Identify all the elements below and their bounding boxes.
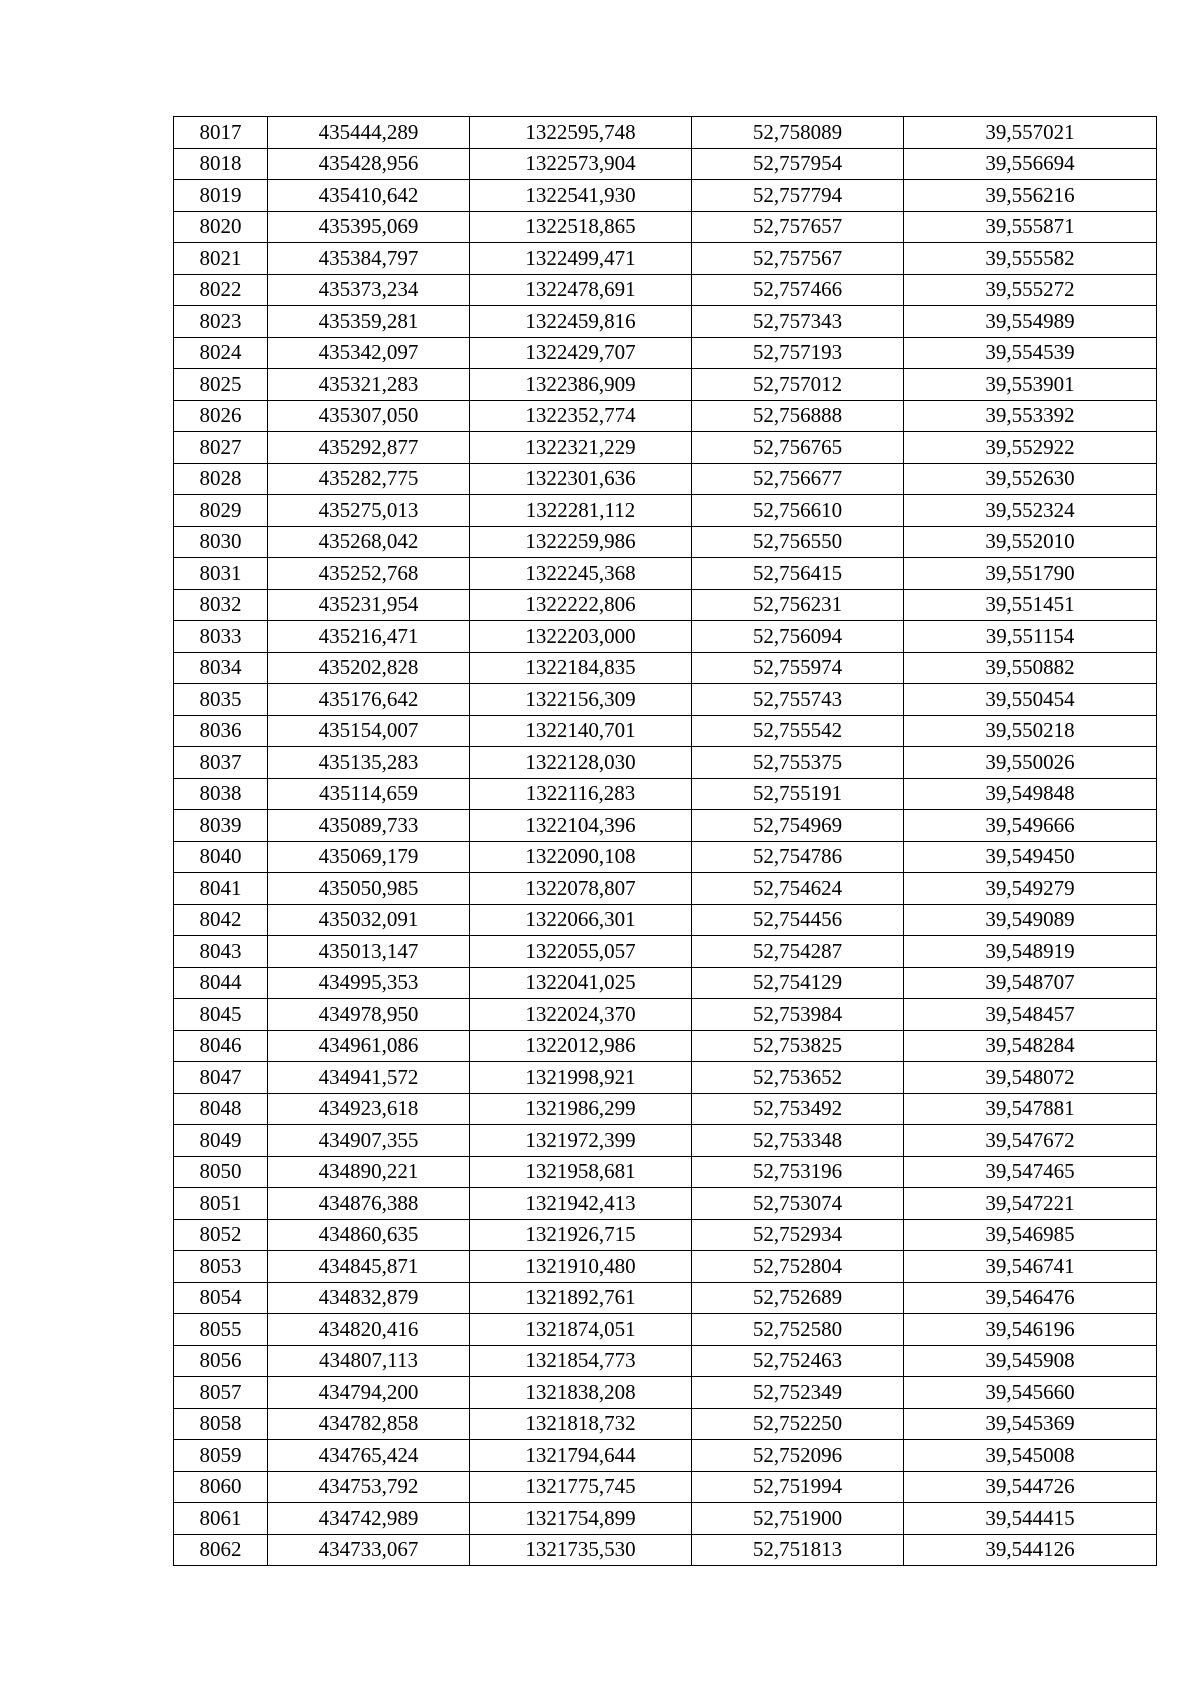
y-coordinate-cell: 1322321,229 bbox=[470, 432, 692, 464]
y-coordinate-cell: 1321998,921 bbox=[470, 1062, 692, 1094]
point-number-cell: 8060 bbox=[174, 1471, 268, 1503]
latitude-cell: 52,754624 bbox=[692, 873, 904, 905]
latitude-cell: 52,758089 bbox=[692, 117, 904, 149]
longitude-cell: 39,551154 bbox=[904, 621, 1157, 653]
point-number-cell: 8044 bbox=[174, 967, 268, 999]
y-coordinate-cell: 1322184,835 bbox=[470, 652, 692, 684]
point-number-cell: 8059 bbox=[174, 1440, 268, 1472]
x-coordinate-cell: 435114,659 bbox=[268, 778, 470, 810]
latitude-cell: 52,756677 bbox=[692, 463, 904, 495]
point-number-cell: 8035 bbox=[174, 684, 268, 716]
longitude-cell: 39,552630 bbox=[904, 463, 1157, 495]
latitude-cell: 52,752096 bbox=[692, 1440, 904, 1472]
point-number-cell: 8032 bbox=[174, 589, 268, 621]
table-row bbox=[174, 1345, 1157, 1377]
point-number-cell: 8038 bbox=[174, 778, 268, 810]
longitude-cell: 39,544415 bbox=[904, 1503, 1157, 1535]
table-row bbox=[174, 873, 1157, 905]
y-coordinate-cell: 1321854,773 bbox=[470, 1345, 692, 1377]
table-row bbox=[174, 1156, 1157, 1188]
latitude-cell: 52,757466 bbox=[692, 274, 904, 306]
latitude-cell: 52,757343 bbox=[692, 306, 904, 338]
x-coordinate-cell: 434742,989 bbox=[268, 1503, 470, 1535]
y-coordinate-cell: 1321874,051 bbox=[470, 1314, 692, 1346]
y-coordinate-cell: 1321942,413 bbox=[470, 1188, 692, 1220]
table-row bbox=[174, 117, 1157, 149]
table-row bbox=[174, 841, 1157, 873]
table-row bbox=[174, 243, 1157, 275]
point-number-cell: 8047 bbox=[174, 1062, 268, 1094]
longitude-cell: 39,552324 bbox=[904, 495, 1157, 527]
y-coordinate-cell: 1322499,471 bbox=[470, 243, 692, 275]
y-coordinate-cell: 1321910,480 bbox=[470, 1251, 692, 1283]
latitude-cell: 52,754456 bbox=[692, 904, 904, 936]
x-coordinate-cell: 434765,424 bbox=[268, 1440, 470, 1472]
latitude-cell: 52,754287 bbox=[692, 936, 904, 968]
y-coordinate-cell: 1322301,636 bbox=[470, 463, 692, 495]
longitude-cell: 39,544726 bbox=[904, 1471, 1157, 1503]
y-coordinate-cell: 1322090,108 bbox=[470, 841, 692, 873]
table-row bbox=[174, 337, 1157, 369]
y-coordinate-cell: 1322429,707 bbox=[470, 337, 692, 369]
longitude-cell: 39,548072 bbox=[904, 1062, 1157, 1094]
latitude-cell: 52,756231 bbox=[692, 589, 904, 621]
x-coordinate-cell: 435384,797 bbox=[268, 243, 470, 275]
x-coordinate-cell: 435292,877 bbox=[268, 432, 470, 464]
x-coordinate-cell: 434807,113 bbox=[268, 1345, 470, 1377]
y-coordinate-cell: 1322478,691 bbox=[470, 274, 692, 306]
latitude-cell: 52,755743 bbox=[692, 684, 904, 716]
longitude-cell: 39,546985 bbox=[904, 1219, 1157, 1251]
point-number-cell: 8039 bbox=[174, 810, 268, 842]
latitude-cell: 52,756610 bbox=[692, 495, 904, 527]
table-row bbox=[174, 589, 1157, 621]
latitude-cell: 52,755191 bbox=[692, 778, 904, 810]
table-row bbox=[174, 274, 1157, 306]
x-coordinate-cell: 434978,950 bbox=[268, 999, 470, 1031]
table-row bbox=[174, 1503, 1157, 1535]
x-coordinate-cell: 435282,775 bbox=[268, 463, 470, 495]
table-row bbox=[174, 1440, 1157, 1472]
y-coordinate-cell: 1322066,301 bbox=[470, 904, 692, 936]
table-row bbox=[174, 1093, 1157, 1125]
y-coordinate-cell: 1322245,368 bbox=[470, 558, 692, 590]
table-row bbox=[174, 904, 1157, 936]
coordinates-table bbox=[173, 116, 1157, 1566]
point-number-cell: 8045 bbox=[174, 999, 268, 1031]
x-coordinate-cell: 434876,388 bbox=[268, 1188, 470, 1220]
x-coordinate-cell: 435359,281 bbox=[268, 306, 470, 338]
longitude-cell: 39,548284 bbox=[904, 1030, 1157, 1062]
table-row bbox=[174, 180, 1157, 212]
table-row bbox=[174, 1471, 1157, 1503]
point-number-cell: 8062 bbox=[174, 1534, 268, 1566]
latitude-cell: 52,756094 bbox=[692, 621, 904, 653]
longitude-cell: 39,555582 bbox=[904, 243, 1157, 275]
table-row bbox=[174, 211, 1157, 243]
longitude-cell: 39,548707 bbox=[904, 967, 1157, 999]
point-number-cell: 8051 bbox=[174, 1188, 268, 1220]
table-row bbox=[174, 1062, 1157, 1094]
point-number-cell: 8057 bbox=[174, 1377, 268, 1409]
x-coordinate-cell: 435321,283 bbox=[268, 369, 470, 401]
latitude-cell: 52,751900 bbox=[692, 1503, 904, 1535]
y-coordinate-cell: 1322203,000 bbox=[470, 621, 692, 653]
table-row bbox=[174, 778, 1157, 810]
longitude-cell: 39,555871 bbox=[904, 211, 1157, 243]
y-coordinate-cell: 1321775,745 bbox=[470, 1471, 692, 1503]
x-coordinate-cell: 435216,471 bbox=[268, 621, 470, 653]
latitude-cell: 52,751994 bbox=[692, 1471, 904, 1503]
y-coordinate-cell: 1322222,806 bbox=[470, 589, 692, 621]
longitude-cell: 39,550454 bbox=[904, 684, 1157, 716]
x-coordinate-cell: 434733,067 bbox=[268, 1534, 470, 1566]
y-coordinate-cell: 1322078,807 bbox=[470, 873, 692, 905]
table-row bbox=[174, 810, 1157, 842]
latitude-cell: 52,755542 bbox=[692, 715, 904, 747]
y-coordinate-cell: 1322386,909 bbox=[470, 369, 692, 401]
y-coordinate-cell: 1321972,399 bbox=[470, 1125, 692, 1157]
x-coordinate-cell: 434860,635 bbox=[268, 1219, 470, 1251]
y-coordinate-cell: 1321926,715 bbox=[470, 1219, 692, 1251]
point-number-cell: 8034 bbox=[174, 652, 268, 684]
x-coordinate-cell: 434907,355 bbox=[268, 1125, 470, 1157]
latitude-cell: 52,757193 bbox=[692, 337, 904, 369]
latitude-cell: 52,754969 bbox=[692, 810, 904, 842]
y-coordinate-cell: 1322024,370 bbox=[470, 999, 692, 1031]
latitude-cell: 52,752804 bbox=[692, 1251, 904, 1283]
longitude-cell: 39,552010 bbox=[904, 526, 1157, 558]
x-coordinate-cell: 435032,091 bbox=[268, 904, 470, 936]
y-coordinate-cell: 1322595,748 bbox=[470, 117, 692, 149]
longitude-cell: 39,556216 bbox=[904, 180, 1157, 212]
longitude-cell: 39,550218 bbox=[904, 715, 1157, 747]
x-coordinate-cell: 435154,007 bbox=[268, 715, 470, 747]
x-coordinate-cell: 435176,642 bbox=[268, 684, 470, 716]
table-row bbox=[174, 495, 1157, 527]
y-coordinate-cell: 1322104,396 bbox=[470, 810, 692, 842]
point-number-cell: 8037 bbox=[174, 747, 268, 779]
table-row bbox=[174, 1188, 1157, 1220]
y-coordinate-cell: 1322281,112 bbox=[470, 495, 692, 527]
longitude-cell: 39,550882 bbox=[904, 652, 1157, 684]
table-row bbox=[174, 967, 1157, 999]
latitude-cell: 52,757657 bbox=[692, 211, 904, 243]
latitude-cell: 52,752934 bbox=[692, 1219, 904, 1251]
longitude-cell: 39,547465 bbox=[904, 1156, 1157, 1188]
table-row bbox=[174, 369, 1157, 401]
point-number-cell: 8036 bbox=[174, 715, 268, 747]
table-row bbox=[174, 1251, 1157, 1283]
latitude-cell: 52,753825 bbox=[692, 1030, 904, 1062]
point-number-cell: 8043 bbox=[174, 936, 268, 968]
x-coordinate-cell: 434941,572 bbox=[268, 1062, 470, 1094]
latitude-cell: 52,757794 bbox=[692, 180, 904, 212]
table-row bbox=[174, 148, 1157, 180]
table-row bbox=[174, 558, 1157, 590]
latitude-cell: 52,754129 bbox=[692, 967, 904, 999]
y-coordinate-cell: 1322518,865 bbox=[470, 211, 692, 243]
longitude-cell: 39,546476 bbox=[904, 1282, 1157, 1314]
point-number-cell: 8050 bbox=[174, 1156, 268, 1188]
table-row bbox=[174, 1125, 1157, 1157]
x-coordinate-cell: 434832,879 bbox=[268, 1282, 470, 1314]
longitude-cell: 39,553901 bbox=[904, 369, 1157, 401]
longitude-cell: 39,547881 bbox=[904, 1093, 1157, 1125]
point-number-cell: 8027 bbox=[174, 432, 268, 464]
y-coordinate-cell: 1322140,701 bbox=[470, 715, 692, 747]
x-coordinate-cell: 435444,289 bbox=[268, 117, 470, 149]
longitude-cell: 39,546741 bbox=[904, 1251, 1157, 1283]
point-number-cell: 8058 bbox=[174, 1408, 268, 1440]
latitude-cell: 52,752463 bbox=[692, 1345, 904, 1377]
point-number-cell: 8033 bbox=[174, 621, 268, 653]
latitude-cell: 52,752349 bbox=[692, 1377, 904, 1409]
latitude-cell: 52,754786 bbox=[692, 841, 904, 873]
longitude-cell: 39,554539 bbox=[904, 337, 1157, 369]
latitude-cell: 52,753492 bbox=[692, 1093, 904, 1125]
longitude-cell: 39,545660 bbox=[904, 1377, 1157, 1409]
latitude-cell: 52,753074 bbox=[692, 1188, 904, 1220]
x-coordinate-cell: 434995,353 bbox=[268, 967, 470, 999]
longitude-cell: 39,549666 bbox=[904, 810, 1157, 842]
latitude-cell: 52,756550 bbox=[692, 526, 904, 558]
latitude-cell: 52,752580 bbox=[692, 1314, 904, 1346]
point-number-cell: 8056 bbox=[174, 1345, 268, 1377]
latitude-cell: 52,755974 bbox=[692, 652, 904, 684]
point-number-cell: 8052 bbox=[174, 1219, 268, 1251]
x-coordinate-cell: 435050,985 bbox=[268, 873, 470, 905]
point-number-cell: 8023 bbox=[174, 306, 268, 338]
point-number-cell: 8025 bbox=[174, 369, 268, 401]
y-coordinate-cell: 1321986,299 bbox=[470, 1093, 692, 1125]
y-coordinate-cell: 1322541,930 bbox=[470, 180, 692, 212]
x-coordinate-cell: 435373,234 bbox=[268, 274, 470, 306]
latitude-cell: 52,755375 bbox=[692, 747, 904, 779]
latitude-cell: 52,752250 bbox=[692, 1408, 904, 1440]
table-row bbox=[174, 400, 1157, 432]
table-row bbox=[174, 715, 1157, 747]
table-row bbox=[174, 1534, 1157, 1566]
point-number-cell: 8017 bbox=[174, 117, 268, 149]
y-coordinate-cell: 1322116,283 bbox=[470, 778, 692, 810]
point-number-cell: 8055 bbox=[174, 1314, 268, 1346]
y-coordinate-cell: 1321735,530 bbox=[470, 1534, 692, 1566]
point-number-cell: 8019 bbox=[174, 180, 268, 212]
longitude-cell: 39,545369 bbox=[904, 1408, 1157, 1440]
table-row bbox=[174, 1030, 1157, 1062]
y-coordinate-cell: 1322041,025 bbox=[470, 967, 692, 999]
x-coordinate-cell: 434782,858 bbox=[268, 1408, 470, 1440]
x-coordinate-cell: 435135,283 bbox=[268, 747, 470, 779]
y-coordinate-cell: 1321754,899 bbox=[470, 1503, 692, 1535]
longitude-cell: 39,549848 bbox=[904, 778, 1157, 810]
x-coordinate-cell: 435428,956 bbox=[268, 148, 470, 180]
point-number-cell: 8022 bbox=[174, 274, 268, 306]
x-coordinate-cell: 435268,042 bbox=[268, 526, 470, 558]
table-row bbox=[174, 306, 1157, 338]
latitude-cell: 52,753984 bbox=[692, 999, 904, 1031]
y-coordinate-cell: 1321818,732 bbox=[470, 1408, 692, 1440]
x-coordinate-cell: 434961,086 bbox=[268, 1030, 470, 1062]
longitude-cell: 39,557021 bbox=[904, 117, 1157, 149]
point-number-cell: 8021 bbox=[174, 243, 268, 275]
longitude-cell: 39,554989 bbox=[904, 306, 1157, 338]
point-number-cell: 8028 bbox=[174, 463, 268, 495]
x-coordinate-cell: 435231,954 bbox=[268, 589, 470, 621]
table-row bbox=[174, 1377, 1157, 1409]
table-row bbox=[174, 936, 1157, 968]
point-number-cell: 8049 bbox=[174, 1125, 268, 1157]
longitude-cell: 39,551451 bbox=[904, 589, 1157, 621]
latitude-cell: 52,757012 bbox=[692, 369, 904, 401]
x-coordinate-cell: 435252,768 bbox=[268, 558, 470, 590]
table-row bbox=[174, 1408, 1157, 1440]
table-row bbox=[174, 747, 1157, 779]
x-coordinate-cell: 434845,871 bbox=[268, 1251, 470, 1283]
y-coordinate-cell: 1321958,681 bbox=[470, 1156, 692, 1188]
latitude-cell: 52,752689 bbox=[692, 1282, 904, 1314]
point-number-cell: 8020 bbox=[174, 211, 268, 243]
table-row bbox=[174, 999, 1157, 1031]
x-coordinate-cell: 434820,416 bbox=[268, 1314, 470, 1346]
y-coordinate-cell: 1322012,986 bbox=[470, 1030, 692, 1062]
y-coordinate-cell: 1321794,644 bbox=[470, 1440, 692, 1472]
point-number-cell: 8024 bbox=[174, 337, 268, 369]
latitude-cell: 52,753652 bbox=[692, 1062, 904, 1094]
y-coordinate-cell: 1322128,030 bbox=[470, 747, 692, 779]
longitude-cell: 39,555272 bbox=[904, 274, 1157, 306]
longitude-cell: 39,545008 bbox=[904, 1440, 1157, 1472]
point-number-cell: 8053 bbox=[174, 1251, 268, 1283]
point-number-cell: 8046 bbox=[174, 1030, 268, 1062]
x-coordinate-cell: 435013,147 bbox=[268, 936, 470, 968]
table-row bbox=[174, 463, 1157, 495]
x-coordinate-cell: 435202,828 bbox=[268, 652, 470, 684]
longitude-cell: 39,548919 bbox=[904, 936, 1157, 968]
point-number-cell: 8054 bbox=[174, 1282, 268, 1314]
longitude-cell: 39,546196 bbox=[904, 1314, 1157, 1346]
point-number-cell: 8026 bbox=[174, 400, 268, 432]
longitude-cell: 39,549450 bbox=[904, 841, 1157, 873]
point-number-cell: 8031 bbox=[174, 558, 268, 590]
coordinates-table-body bbox=[174, 117, 1157, 1566]
longitude-cell: 39,544126 bbox=[904, 1534, 1157, 1566]
latitude-cell: 52,756888 bbox=[692, 400, 904, 432]
longitude-cell: 39,545908 bbox=[904, 1345, 1157, 1377]
latitude-cell: 52,757567 bbox=[692, 243, 904, 275]
x-coordinate-cell: 434753,792 bbox=[268, 1471, 470, 1503]
point-number-cell: 8042 bbox=[174, 904, 268, 936]
table-row bbox=[174, 1314, 1157, 1346]
y-coordinate-cell: 1321892,761 bbox=[470, 1282, 692, 1314]
table-row bbox=[174, 1282, 1157, 1314]
longitude-cell: 39,552922 bbox=[904, 432, 1157, 464]
latitude-cell: 52,753348 bbox=[692, 1125, 904, 1157]
longitude-cell: 39,549279 bbox=[904, 873, 1157, 905]
y-coordinate-cell: 1322573,904 bbox=[470, 148, 692, 180]
longitude-cell: 39,556694 bbox=[904, 148, 1157, 180]
longitude-cell: 39,550026 bbox=[904, 747, 1157, 779]
point-number-cell: 8029 bbox=[174, 495, 268, 527]
point-number-cell: 8041 bbox=[174, 873, 268, 905]
latitude-cell: 52,753196 bbox=[692, 1156, 904, 1188]
longitude-cell: 39,548457 bbox=[904, 999, 1157, 1031]
table-row bbox=[174, 526, 1157, 558]
table-row bbox=[174, 684, 1157, 716]
y-coordinate-cell: 1321838,208 bbox=[470, 1377, 692, 1409]
x-coordinate-cell: 435342,097 bbox=[268, 337, 470, 369]
y-coordinate-cell: 1322259,986 bbox=[470, 526, 692, 558]
longitude-cell: 39,547672 bbox=[904, 1125, 1157, 1157]
y-coordinate-cell: 1322156,309 bbox=[470, 684, 692, 716]
longitude-cell: 39,551790 bbox=[904, 558, 1157, 590]
point-number-cell: 8018 bbox=[174, 148, 268, 180]
x-coordinate-cell: 435089,733 bbox=[268, 810, 470, 842]
longitude-cell: 39,547221 bbox=[904, 1188, 1157, 1220]
x-coordinate-cell: 435307,050 bbox=[268, 400, 470, 432]
point-number-cell: 8048 bbox=[174, 1093, 268, 1125]
x-coordinate-cell: 434923,618 bbox=[268, 1093, 470, 1125]
table-row bbox=[174, 432, 1157, 464]
x-coordinate-cell: 435275,013 bbox=[268, 495, 470, 527]
longitude-cell: 39,553392 bbox=[904, 400, 1157, 432]
x-coordinate-cell: 434794,200 bbox=[268, 1377, 470, 1409]
x-coordinate-cell: 435069,179 bbox=[268, 841, 470, 873]
longitude-cell: 39,549089 bbox=[904, 904, 1157, 936]
x-coordinate-cell: 434890,221 bbox=[268, 1156, 470, 1188]
latitude-cell: 52,757954 bbox=[692, 148, 904, 180]
point-number-cell: 8030 bbox=[174, 526, 268, 558]
table-row bbox=[174, 652, 1157, 684]
y-coordinate-cell: 1322055,057 bbox=[470, 936, 692, 968]
point-number-cell: 8061 bbox=[174, 1503, 268, 1535]
latitude-cell: 52,756765 bbox=[692, 432, 904, 464]
table-row bbox=[174, 1219, 1157, 1251]
point-number-cell: 8040 bbox=[174, 841, 268, 873]
latitude-cell: 52,756415 bbox=[692, 558, 904, 590]
y-coordinate-cell: 1322352,774 bbox=[470, 400, 692, 432]
x-coordinate-cell: 435395,069 bbox=[268, 211, 470, 243]
x-coordinate-cell: 435410,642 bbox=[268, 180, 470, 212]
y-coordinate-cell: 1322459,816 bbox=[470, 306, 692, 338]
table-row bbox=[174, 621, 1157, 653]
latitude-cell: 52,751813 bbox=[692, 1534, 904, 1566]
